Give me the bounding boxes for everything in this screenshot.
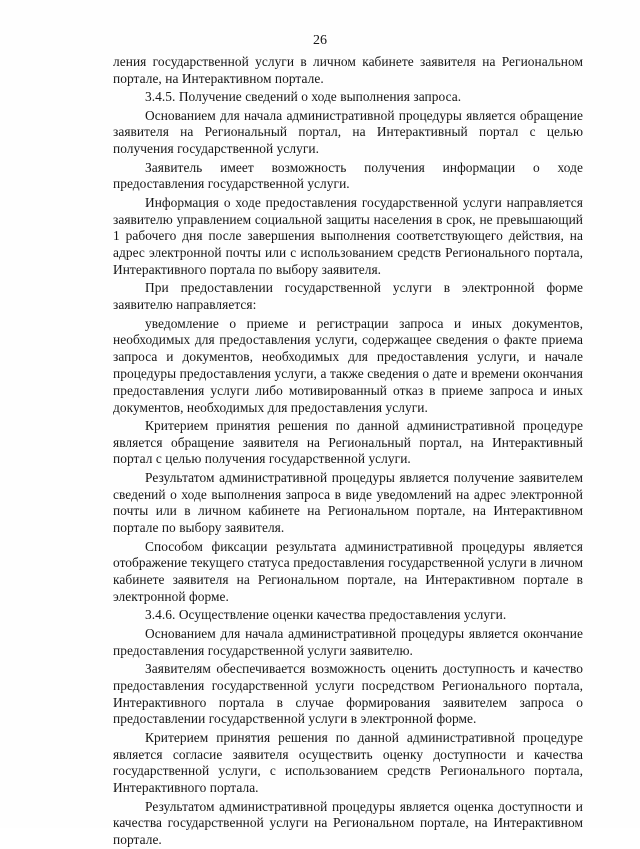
page-number: 26 bbox=[313, 33, 327, 48]
paragraph: Заявителям обеспечивается возможность оценить доступность и качество предоставления государственной услуги посредством Регионального портала, Интерактивного портала в случае формирования заявителем запроса о предоставлении государственной услуги в электронной форме. bbox=[113, 661, 583, 727]
paragraph: Основанием для начала административной процедуры является обращение заявителя на Региональный портал, на Интерактивный портал с целью получения государственной услуги. bbox=[113, 107, 583, 157]
paragraph: Заявитель имеет возможность получения информации о ходе предоставления государственной услуги. bbox=[113, 159, 583, 192]
paragraph-continuation: ления государственной услуги в личном кабинете заявителя на Региональном портале, на Интерактивном портале. bbox=[113, 54, 583, 86]
section-heading-3-4-6: 3.4.6. Осуществление оценки качества предоставления услуги. bbox=[145, 607, 507, 623]
paragraph: Способом фиксации результата административной процедуры является отображение текущего статуса предоставления государственной услуги в личном кабинете заявителя на Региональном портале, на Интерактивном портале в электронной форме. bbox=[113, 538, 583, 605]
paragraph: При предоставлении государственной услуги в электронной форме заявителю направляется: bbox=[113, 280, 583, 313]
paragraph: уведомление о приеме и регистрации запроса и иных документов, необходимых для предоставления услуги, содержащее сведения о факте приема запроса и документов, необходимых для предоставления услуги, и начале процедуры предоставления услуги, а также сведения о дате и времени окончания предоставления услуги либо мотивированный отказ в приеме запроса и иных документов, необходимых для предоставления услуги. bbox=[113, 315, 583, 415]
paragraph: Результатом административной процедуры является получение заявителем сведений о ходе выполнения запроса в виде уведомлений на адрес электронной почты или в личном кабинете на Региональном портале, на Интерактивном портале по выбору заявителя. bbox=[113, 469, 583, 536]
paragraph: Критерием принятия решения по данной административной процедуре является согласие заявителя осуществить оценку доступности и качества государственной услуги, с использованием средств Регионального портала, Интерактивного портала. bbox=[113, 729, 583, 796]
section-heading-3-4-5: 3.4.5. Получение сведений о ходе выполнения запроса. bbox=[145, 89, 462, 105]
paragraph: Основанием для начала административной процедуры является окончание предоставления государственной услуги заявителю. bbox=[113, 625, 583, 658]
paragraph: Результатом административной процедуры является оценка доступности и качества государственной услуги на Региональном портале, на Интерактивном портале. bbox=[113, 798, 583, 848]
document-body bbox=[113, 54, 583, 849]
paragraph: Информация о ходе предоставления государственной услуги направляется заявителю управлением социальной защиты населения в срок, не превышающий 1 рабочего дня после завершения выполнения соответствующего действия, на адрес электронной почты или с использованием средств Регионального портала, Интерактивного портала по выбору заявителя. bbox=[113, 194, 583, 277]
paragraph: Критерием принятия решения по данной административной процедуре является обращение заявителя на Региональный портал, на Интерактивный портал с целью получения государственной услуги. bbox=[113, 417, 583, 467]
